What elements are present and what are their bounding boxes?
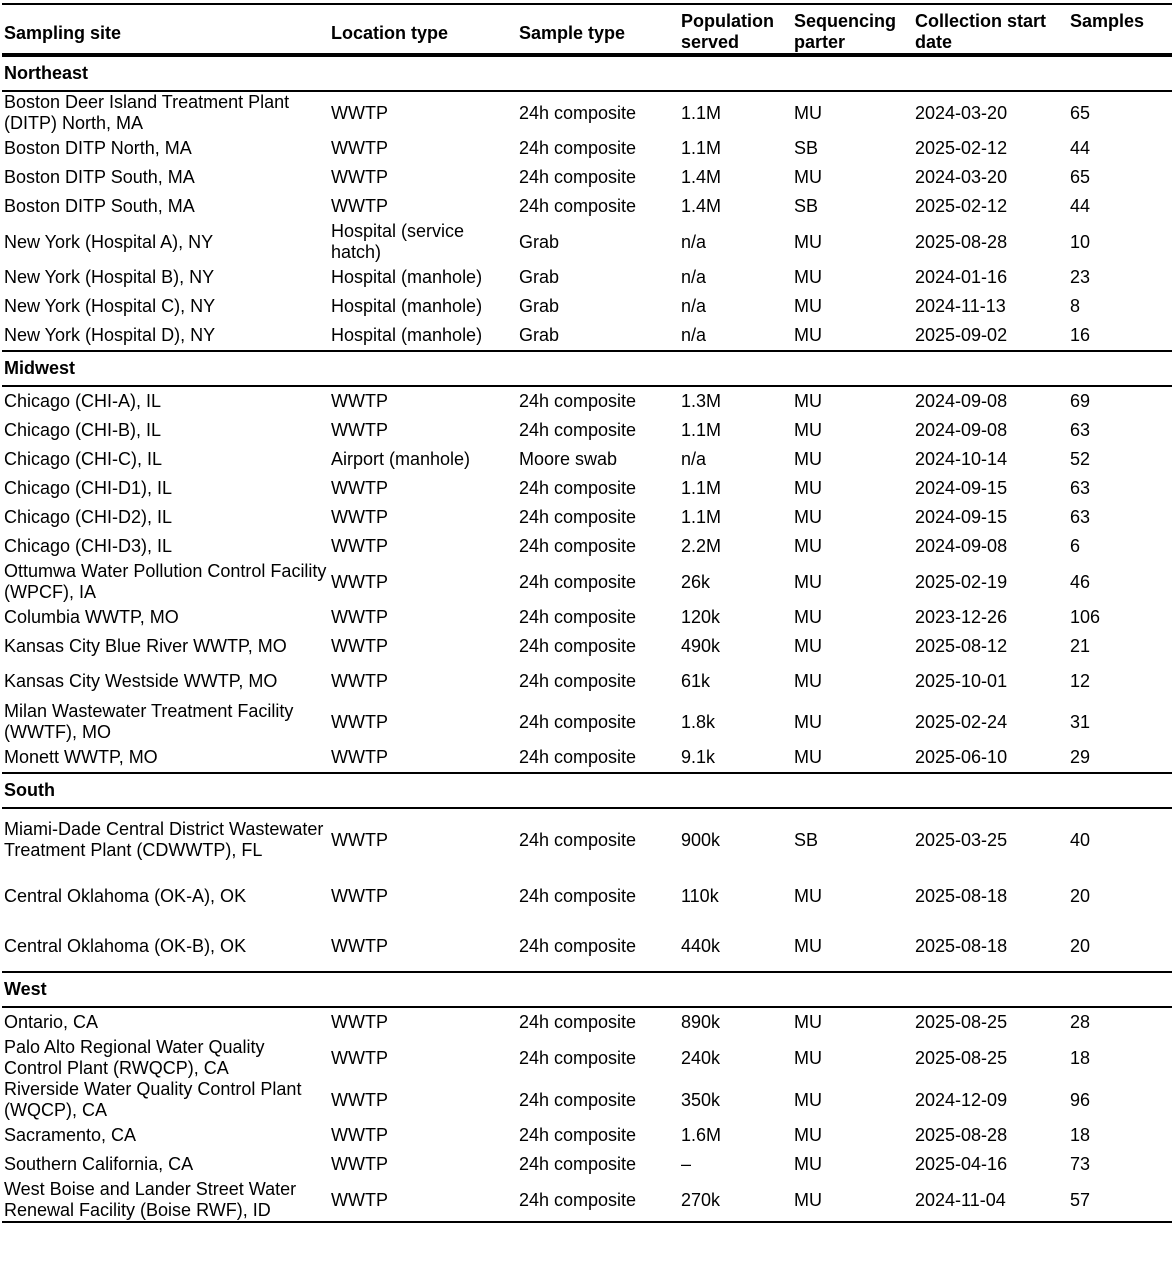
cell-samples: 28 xyxy=(1070,1012,1091,1032)
cell-sequencing-partner: MU xyxy=(794,935,822,956)
cell-samples: 18 xyxy=(1070,1047,1091,1068)
cell-collection-start-date: 2025-02-12 xyxy=(915,138,1008,158)
cell-collection-start-date: 2024-11-13 xyxy=(915,296,1006,316)
cell-sampling-site: Chicago (CHI-B), IL xyxy=(4,420,162,440)
cell-sample-type: Grab xyxy=(519,325,560,345)
table-row xyxy=(2,1079,1172,1121)
cell-sequencing-partner: MU xyxy=(794,1047,822,1068)
cell-samples: 57 xyxy=(1068,1179,1172,1222)
cell-sequencing-partner: MU xyxy=(794,167,822,187)
cell-sample-type: 24h composite xyxy=(519,478,637,498)
cell-samples: 21 xyxy=(1070,636,1091,656)
cell-location-type: WWTP xyxy=(331,747,388,767)
table-row xyxy=(2,632,1172,661)
cell-location-type: WWTP xyxy=(329,1179,517,1222)
table-row xyxy=(2,445,1172,474)
cell-location-type: WWTP xyxy=(331,829,388,850)
cell-sampling-site: Boston DITP South, MA xyxy=(4,167,195,187)
cell-sequencing-partner: MU xyxy=(794,1154,822,1174)
region-heading: Northeast xyxy=(2,55,1172,91)
cell-location-type: WWTP xyxy=(331,478,388,498)
table-row xyxy=(2,321,1172,351)
cell-population-served: n/a xyxy=(681,296,707,316)
cell-population-served: 1.8k xyxy=(681,711,716,732)
cell-population-served: 120k xyxy=(681,607,721,627)
cell-sampling-site: Ontario, CA xyxy=(4,1012,99,1032)
cell-sampling-site: Miami-Dade Central District Wastewater Treatment Plant (CDWWTP), FL xyxy=(4,819,324,860)
cell-sequencing-partner: MU xyxy=(794,102,822,123)
cell-location-type: WWTP xyxy=(331,571,388,592)
group-row xyxy=(2,972,1172,1007)
cell-collection-start-date: 2025-08-25 xyxy=(915,1012,1008,1032)
cell-collection-start-date: 2025-10-01 xyxy=(915,670,1008,691)
cell-samples: 46 xyxy=(1070,571,1091,592)
cell-population-served: 240k xyxy=(681,1047,721,1068)
cell-sequencing-partner: MU xyxy=(794,420,822,440)
table-row xyxy=(2,1007,1172,1037)
cell-sampling-site: Sacramento, CA xyxy=(4,1125,137,1145)
header-samples: Samples xyxy=(1070,11,1145,31)
cell-location-type: WWTP xyxy=(331,1089,388,1110)
cell-sequencing-partner: MU xyxy=(794,747,822,767)
cell-location-type: WWTP xyxy=(331,507,388,527)
cell-sampling-site: Boston DITP North, MA xyxy=(4,138,192,158)
cell-population-served: n/a xyxy=(681,325,707,345)
cell-samples: 63 xyxy=(1070,420,1091,440)
cell-collection-start-date: 2024-11-04 xyxy=(913,1179,1068,1222)
cell-population-served: 1.1M xyxy=(681,138,722,158)
cell-sampling-site: New York (Hospital D), NY xyxy=(4,325,216,345)
cell-sample-type: 24h composite xyxy=(519,571,637,592)
cell-collection-start-date: 2025-08-25 xyxy=(915,1047,1008,1068)
cell-sampling-site: Boston Deer Island Treatment Plant (DITP) North, MA xyxy=(4,92,290,133)
cell-samples: 16 xyxy=(1070,325,1091,345)
cell-sampling-site: Kansas City Westside WWTP, MO xyxy=(4,670,278,691)
cell-sampling-site: Chicago (CHI-D3), IL xyxy=(4,536,173,556)
cell-sample-type: 24h composite xyxy=(519,196,637,216)
cell-sequencing-partner: MU xyxy=(794,449,822,469)
header-sample-type: Sample type xyxy=(519,23,626,43)
cell-sample-type: 24h composite xyxy=(519,607,637,627)
cell-location-type: Hospital (manhole) xyxy=(331,296,483,316)
cell-population-served: n/a xyxy=(681,449,707,469)
cell-location-type: WWTP xyxy=(331,935,388,956)
cell-sample-type: 24h composite xyxy=(519,747,637,767)
region-heading: West xyxy=(2,972,1172,1007)
cell-sequencing-partner: MU xyxy=(794,296,822,316)
cell-population-served: 1.1M xyxy=(681,102,722,123)
cell-population-served: 1.3M xyxy=(681,391,722,411)
cell-sequencing-partner: MU xyxy=(794,267,822,287)
region-heading: South xyxy=(2,773,1172,808)
cell-sampling-site: Chicago (CHI-D2), IL xyxy=(4,507,173,527)
cell-population-served: 9.1k xyxy=(681,747,716,767)
cell-sequencing-partner: MU xyxy=(794,507,822,527)
cell-population-served: 1.4M xyxy=(681,167,722,187)
cell-population-served: n/a xyxy=(681,231,707,252)
cell-samples: 20 xyxy=(1070,935,1091,956)
table-row xyxy=(2,221,1172,263)
table-header xyxy=(2,4,1172,55)
cell-collection-start-date: 2024-10-14 xyxy=(915,449,1008,469)
cell-location-type: WWTP xyxy=(331,636,388,656)
cell-sample-type: 24h composite xyxy=(519,1154,637,1174)
cell-samples: 6 xyxy=(1070,536,1081,556)
cell-population-served: – xyxy=(681,1154,692,1174)
cell-sampling-site: Southern California, CA xyxy=(4,1154,194,1174)
table-row xyxy=(2,1179,1172,1222)
cell-location-type: WWTP xyxy=(331,1125,388,1145)
cell-sampling-site: Kansas City Blue River WWTP, MO xyxy=(4,636,287,656)
cell-sampling-site: Central Oklahoma (OK-B), OK xyxy=(4,935,247,956)
cell-location-type: WWTP xyxy=(331,420,388,440)
table-row xyxy=(2,701,1172,743)
cell-samples: 40 xyxy=(1070,829,1091,850)
cell-collection-start-date: 2025-04-16 xyxy=(915,1154,1008,1174)
cell-sequencing-partner: MU xyxy=(794,571,822,592)
cell-sample-type: 24h composite xyxy=(517,1179,679,1222)
cell-sample-type: 24h composite xyxy=(519,167,637,187)
cell-population-served: 2.2M xyxy=(681,536,722,556)
cell-sampling-site: Columbia WWTP, MO xyxy=(4,607,179,627)
cell-sampling-site: Chicago (CHI-C), IL xyxy=(4,449,163,469)
cell-sampling-site: Ottumwa Water Pollution Control Facility (WPCF), IA xyxy=(4,561,327,602)
region-heading: Midwest xyxy=(2,351,1172,386)
cell-sample-type: 24h composite xyxy=(519,711,637,732)
cell-sampling-site: Chicago (CHI-D1), IL xyxy=(4,478,173,498)
cell-sampling-site: Chicago (CHI-A), IL xyxy=(4,391,162,411)
cell-sampling-site: Central Oklahoma (OK-A), OK xyxy=(4,885,247,906)
cell-sampling-site: New York (Hospital A), NY xyxy=(4,231,214,252)
table-row xyxy=(2,743,1172,773)
cell-sequencing-partner: MU xyxy=(794,231,822,252)
cell-collection-start-date: 2025-08-28 xyxy=(915,1125,1008,1145)
group-row xyxy=(2,55,1172,91)
cell-sequencing-partner: MU xyxy=(794,325,822,345)
cell-sample-type: Grab xyxy=(519,296,560,316)
table-row xyxy=(2,871,1172,921)
cell-sample-type: 24h composite xyxy=(519,1125,637,1145)
cell-collection-start-date: 2024-09-08 xyxy=(915,420,1008,440)
cell-samples: 12 xyxy=(1070,670,1091,691)
cell-collection-start-date: 2024-09-15 xyxy=(915,478,1008,498)
cell-samples: 73 xyxy=(1070,1154,1091,1174)
cell-collection-start-date: 2024-03-20 xyxy=(915,102,1008,123)
cell-sampling-site: Palo Alto Regional Water Quality Control Plant (RWQCP), CA xyxy=(4,1037,265,1078)
table-row xyxy=(2,192,1172,221)
cell-collection-start-date: 2025-09-02 xyxy=(915,325,1008,345)
table-row xyxy=(2,1037,1172,1079)
cell-collection-start-date: 2025-02-24 xyxy=(915,711,1008,732)
cell-sample-type: 24h composite xyxy=(519,507,637,527)
cell-collection-start-date: 2024-01-16 xyxy=(915,267,1008,287)
table-row xyxy=(2,503,1172,532)
cell-collection-start-date: 2023-12-26 xyxy=(915,607,1008,627)
cell-sequencing-partner: SB xyxy=(794,138,819,158)
cell-sample-type: 24h composite xyxy=(519,1047,637,1068)
cell-location-type: Hospital (service hatch) xyxy=(331,221,465,262)
cell-collection-start-date: 2025-08-18 xyxy=(915,885,1008,906)
table-row xyxy=(2,661,1172,701)
cell-population-served: 1.6M xyxy=(681,1125,722,1145)
cell-population-served: 890k xyxy=(681,1012,721,1032)
cell-population-served: 26k xyxy=(681,571,711,592)
cell-samples: 96 xyxy=(1070,1089,1091,1110)
cell-sequencing-partner: MU xyxy=(792,1179,913,1222)
cell-sample-type: 24h composite xyxy=(519,1012,637,1032)
group-row xyxy=(2,351,1172,386)
cell-location-type: WWTP xyxy=(331,167,388,187)
table-row xyxy=(2,474,1172,503)
cell-sample-type: 24h composite xyxy=(519,1089,637,1110)
group-row xyxy=(2,773,1172,808)
header-collection-start-date: Collection start date xyxy=(915,11,1047,52)
cell-samples: 44 xyxy=(1070,196,1091,216)
cell-population-served: 350k xyxy=(681,1089,721,1110)
cell-samples: 10 xyxy=(1070,231,1091,252)
cell-sequencing-partner: MU xyxy=(794,636,822,656)
table-row xyxy=(2,561,1172,603)
cell-population-served: 440k xyxy=(681,935,721,956)
table-row xyxy=(2,263,1172,292)
cell-location-type: WWTP xyxy=(331,391,388,411)
cell-samples: 65 xyxy=(1070,167,1091,187)
cell-population-served: 61k xyxy=(681,670,711,691)
header-sequencing-partner: Sequencing parter xyxy=(794,11,897,52)
table-row xyxy=(2,416,1172,445)
cell-location-type: WWTP xyxy=(331,1047,388,1068)
header-population-served: Population served xyxy=(681,11,774,52)
cell-population-served: 1.4M xyxy=(681,196,722,216)
cell-samples: 29 xyxy=(1070,747,1091,767)
cell-samples: 63 xyxy=(1070,478,1091,498)
cell-samples: 63 xyxy=(1070,507,1091,527)
cell-population-served: 110k xyxy=(681,885,719,906)
cell-location-type: WWTP xyxy=(331,138,388,158)
table-body xyxy=(2,55,1172,1222)
cell-samples: 44 xyxy=(1070,138,1091,158)
cell-location-type: WWTP xyxy=(331,711,388,732)
cell-collection-start-date: 2025-03-25 xyxy=(915,829,1008,850)
cell-collection-start-date: 2025-08-18 xyxy=(915,935,1008,956)
cell-samples: 52 xyxy=(1070,449,1091,469)
cell-sequencing-partner: MU xyxy=(794,391,822,411)
cell-sequencing-partner: SB xyxy=(794,829,819,850)
cell-sampling-site: New York (Hospital B), NY xyxy=(4,267,215,287)
cell-sample-type: 24h composite xyxy=(519,670,637,691)
table-row xyxy=(2,163,1172,192)
cell-location-type: Airport (manhole) xyxy=(331,449,471,469)
table-row xyxy=(2,134,1172,163)
table-row xyxy=(2,292,1172,321)
cell-sequencing-partner: MU xyxy=(794,711,822,732)
cell-sampling-site: Riverside Water Quality Control Plant (WQCP), CA xyxy=(4,1079,302,1120)
cell-location-type: Hospital (manhole) xyxy=(331,267,483,287)
cell-sample-type: 24h composite xyxy=(519,536,637,556)
cell-location-type: WWTP xyxy=(331,1012,388,1032)
cell-sample-type: 24h composite xyxy=(519,885,637,906)
cell-sampling-site: New York (Hospital C), NY xyxy=(4,296,216,316)
cell-samples: 69 xyxy=(1070,391,1091,411)
cell-sampling-site: West Boise and Lander Street Water Renewal Facility (Boise RWF), ID xyxy=(2,1179,329,1222)
cell-samples: 106 xyxy=(1070,607,1101,627)
cell-sequencing-partner: MU xyxy=(794,607,822,627)
cell-collection-start-date: 2024-12-09 xyxy=(915,1089,1008,1110)
cell-sequencing-partner: SB xyxy=(794,196,819,216)
cell-population-served: 1.1M xyxy=(681,420,722,440)
cell-population-served: 270k xyxy=(679,1179,792,1222)
cell-collection-start-date: 2025-08-12 xyxy=(915,636,1008,656)
cell-sequencing-partner: MU xyxy=(794,478,822,498)
cell-collection-start-date: 2025-06-10 xyxy=(915,747,1008,767)
cell-sample-type: 24h composite xyxy=(519,102,637,123)
table-row xyxy=(2,532,1172,561)
table-row xyxy=(2,91,1172,134)
cell-location-type: Hospital (manhole) xyxy=(331,325,483,345)
table-row xyxy=(2,386,1172,416)
cell-population-served: 900k xyxy=(681,829,721,850)
cell-sequencing-partner: MU xyxy=(794,885,822,906)
cell-collection-start-date: 2025-02-12 xyxy=(915,196,1008,216)
cell-location-type: WWTP xyxy=(331,102,388,123)
header-location-type: Location type xyxy=(331,23,449,43)
cell-sample-type: 24h composite xyxy=(519,636,637,656)
cell-location-type: WWTP xyxy=(331,670,388,691)
header-row xyxy=(2,4,1172,55)
cell-sequencing-partner: MU xyxy=(794,1012,822,1032)
cell-sequencing-partner: MU xyxy=(794,1089,822,1110)
table-row xyxy=(2,603,1172,632)
cell-collection-start-date: 2024-09-15 xyxy=(915,507,1008,527)
header-sampling-site: Sampling site xyxy=(4,23,122,43)
table-row xyxy=(2,921,1172,972)
cell-samples: 23 xyxy=(1070,267,1091,287)
cell-location-type: WWTP xyxy=(331,607,388,627)
cell-collection-start-date: 2024-09-08 xyxy=(915,536,1008,556)
cell-location-type: WWTP xyxy=(331,536,388,556)
cell-samples: 18 xyxy=(1070,1125,1091,1145)
cell-sample-type: 24h composite xyxy=(519,935,637,956)
cell-sample-type: 24h composite xyxy=(519,829,637,850)
cell-samples: 8 xyxy=(1070,296,1081,316)
cell-population-served: 1.1M xyxy=(681,507,722,527)
cell-sample-type: 24h composite xyxy=(519,138,637,158)
cell-population-served: 490k xyxy=(681,636,721,656)
cell-sample-type: Grab xyxy=(519,231,560,252)
cell-samples: 31 xyxy=(1070,711,1091,732)
cell-sequencing-partner: MU xyxy=(794,536,822,556)
cell-sequencing-partner: MU xyxy=(794,670,822,691)
cell-location-type: WWTP xyxy=(331,196,388,216)
cell-population-served: n/a xyxy=(681,267,707,287)
cell-location-type: WWTP xyxy=(331,1154,388,1174)
cell-collection-start-date: 2025-08-28 xyxy=(915,231,1008,252)
cell-collection-start-date: 2024-09-08 xyxy=(915,391,1008,411)
table-row xyxy=(2,1121,1172,1150)
cell-sample-type: 24h composite xyxy=(519,391,637,411)
cell-sample-type: Moore swab xyxy=(519,449,618,469)
cell-sample-type: Grab xyxy=(519,267,560,287)
cell-sampling-site: Monett WWTP, MO xyxy=(4,747,158,767)
sampling-sites-table xyxy=(2,3,1172,1223)
cell-collection-start-date: 2024-03-20 xyxy=(915,167,1008,187)
table-row xyxy=(2,808,1172,871)
cell-samples: 65 xyxy=(1070,102,1091,123)
cell-collection-start-date: 2025-02-19 xyxy=(915,571,1008,592)
cell-sample-type: 24h composite xyxy=(519,420,637,440)
cell-sampling-site: Milan Wastewater Treatment Facility (WWTF), MO xyxy=(4,701,294,742)
cell-samples: 20 xyxy=(1070,885,1091,906)
cell-location-type: WWTP xyxy=(331,885,388,906)
cell-sequencing-partner: MU xyxy=(794,1125,822,1145)
table-row xyxy=(2,1150,1172,1179)
cell-sampling-site: Boston DITP South, MA xyxy=(4,196,195,216)
cell-population-served: 1.1M xyxy=(681,478,722,498)
